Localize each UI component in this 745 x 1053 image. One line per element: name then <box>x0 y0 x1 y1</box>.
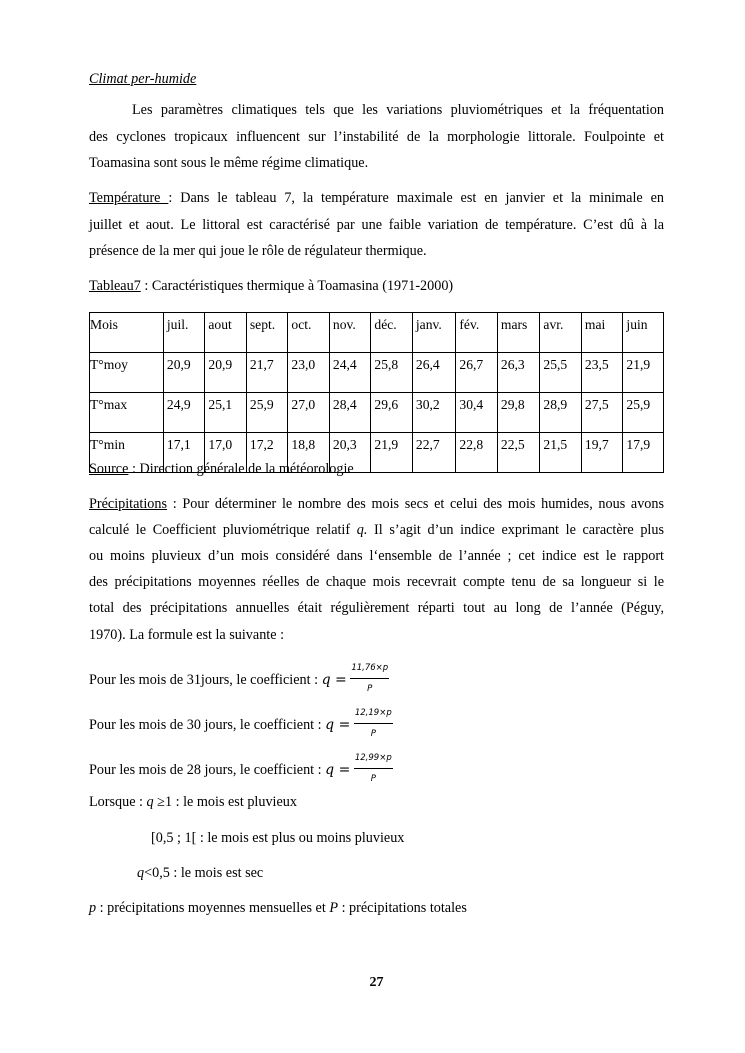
table-header-cell: juin <box>623 313 664 353</box>
fraction: $\frac{12,19\times p}{P}$ <box>354 704 393 743</box>
table-cell: 22,5 <box>497 433 540 473</box>
table-header-cell: Mois <box>90 313 164 353</box>
table-cell: 26,3 <box>497 353 540 393</box>
source-line: Source : Direction générale de la météorologie <box>89 461 354 477</box>
precip-line-5: total des précipitations annuelles était régulièrement réparti tout au long de l’année (Péguy, <box>89 600 664 616</box>
table-caption-label: Tableau7 <box>89 278 141 294</box>
table-cell: 23,5 <box>581 353 623 393</box>
section-title: Climat per-humide <box>89 71 197 87</box>
precip-label: Précipitations <box>89 496 168 512</box>
table-cell: 27,5 <box>581 393 623 433</box>
source-label: Source <box>89 461 129 477</box>
table-header-row <box>90 313 664 353</box>
table-header-cell: sept. <box>246 313 288 353</box>
temperature-line-2: juillet et aout. Le littoral est caractérisé par une faible variation de température. C’est dû à la <box>89 217 664 233</box>
fraction: $\frac{12,99\times p}{P}$ <box>354 749 393 788</box>
precip-line-1: Précipitations : Pour déterminer le nombre des mois secs et celui des mois humides, nous avons <box>89 496 664 512</box>
table-cell: 24,9 <box>163 393 205 433</box>
table-header-cell: avr. <box>540 313 582 353</box>
page-number: 27 <box>369 975 384 990</box>
table-cell: 21,9 <box>623 353 664 393</box>
precip-line-6: 1970). La formule est la suivante : <box>89 627 285 643</box>
intro-line-1: Les paramètres climatiques tels que les variations pluviométriques et la fréquentation <box>132 102 664 118</box>
table-cell: 30,2 <box>412 393 456 433</box>
table-cell: 30,4 <box>456 393 498 433</box>
table-cell: 21,7 <box>246 353 288 393</box>
table-header-cell: janv. <box>412 313 456 353</box>
precip-line-3: ou moins pluvieux d’un mois considéré dans l‘ensemble de l’année ; cet indice est le rapport <box>89 548 664 564</box>
fraction: $\frac{11,76\times p}{P}$ <box>350 659 389 698</box>
table-header-cell: juil. <box>163 313 205 353</box>
formula-28-days: Pour les mois de 28 jours, le coefficient : q = $\frac{12,99\times p}{P}$ <box>89 751 393 790</box>
table-cell: 17,1 <box>163 433 205 473</box>
table-header-cell: fév. <box>456 313 498 353</box>
table-cell: 18,8 <box>288 433 330 473</box>
table-cell: 28,9 <box>540 393 582 433</box>
table-cell: 25,9 <box>623 393 664 433</box>
table-row <box>90 393 664 433</box>
condition-rainy: Lorsque : q ≥1 : le mois est pluvieux <box>89 794 297 810</box>
table-caption: Tableau7 : Caractéristiques thermique à Toamasina (1971-2000) <box>89 278 454 294</box>
table-cell: 23,0 <box>288 353 330 393</box>
table-header-cell: déc. <box>371 313 413 353</box>
table-cell: 20,9 <box>163 353 205 393</box>
table-cell: T°moy <box>90 353 164 393</box>
formula-31-days: Pour les mois de 31jours, le coefficient : q = $\frac{11,76\times p}{P}$ <box>89 661 389 700</box>
table-cell: 17,2 <box>246 433 288 473</box>
table-cell: 21,9 <box>371 433 413 473</box>
table-cell: 26,7 <box>456 353 498 393</box>
table-header-cell: mars <box>497 313 540 353</box>
condition-moderate: [0,5 ; 1[ : le mois est plus ou moins pluvieux <box>151 830 405 846</box>
table-cell: 20,9 <box>205 353 247 393</box>
table-cell: 29,6 <box>371 393 413 433</box>
temperature-table <box>89 312 664 473</box>
table-cell: 25,8 <box>371 353 413 393</box>
precip-line-4: des précipitations moyennes réelles de chaque mois recevrait compte tenu de sa longueur si le <box>89 574 664 590</box>
table-cell: 17,9 <box>623 433 664 473</box>
table-cell: 21,5 <box>540 433 582 473</box>
table-cell: 24,4 <box>329 353 371 393</box>
table-cell: 27,0 <box>288 393 330 433</box>
table-cell: 29,8 <box>497 393 540 433</box>
table-header-cell: oct. <box>288 313 330 353</box>
table-cell: 28,4 <box>329 393 371 433</box>
temperature-line-1: Température : Dans le tableau 7, la température maximale est en janvier et la minimale en <box>89 190 664 206</box>
table-cell: 25,1 <box>205 393 247 433</box>
precip-line-2: calculé le Coefficient pluviométrique relatif q. Il s’agit d’un indice exprimant le caractère plus <box>89 522 664 538</box>
temperature-label: Température <box>89 190 169 206</box>
condition-dry: q<0,5 : le mois est sec <box>137 865 264 881</box>
table-row <box>90 353 664 393</box>
table-cell: T°max <box>90 393 164 433</box>
table-header-cell: aout <box>205 313 247 353</box>
table-cell: 26,4 <box>412 353 456 393</box>
table-header-cell: nov. <box>329 313 371 353</box>
temperature-line-3: présence de la mer qui joue le rôle de régulateur thermique. <box>89 243 427 259</box>
formula-30-days: Pour les mois de 30 jours, le coefficient : q = $\frac{12,19\times p}{P}$ <box>89 706 393 745</box>
table-header-cell: mai <box>581 313 623 353</box>
table-cell: 22,7 <box>412 433 456 473</box>
table-cell: 25,9 <box>246 393 288 433</box>
intro-line-3: Toamasina sont sous le même régime climatique. <box>89 155 369 171</box>
table-cell: 20,3 <box>329 433 371 473</box>
table-cell: T°min <box>90 433 164 473</box>
table-cell: 22,8 <box>456 433 498 473</box>
intro-line-2: des cyclones tropicaux influencent sur l’instabilité de la morphologie littorale. Foulpointe et <box>89 129 664 145</box>
table-cell: 25,5 <box>540 353 582 393</box>
legend-line: p : précipitations moyennes mensuelles et P : précipitations totales <box>89 900 467 916</box>
table-cell: 17,0 <box>205 433 247 473</box>
table-cell: 19,7 <box>581 433 623 473</box>
